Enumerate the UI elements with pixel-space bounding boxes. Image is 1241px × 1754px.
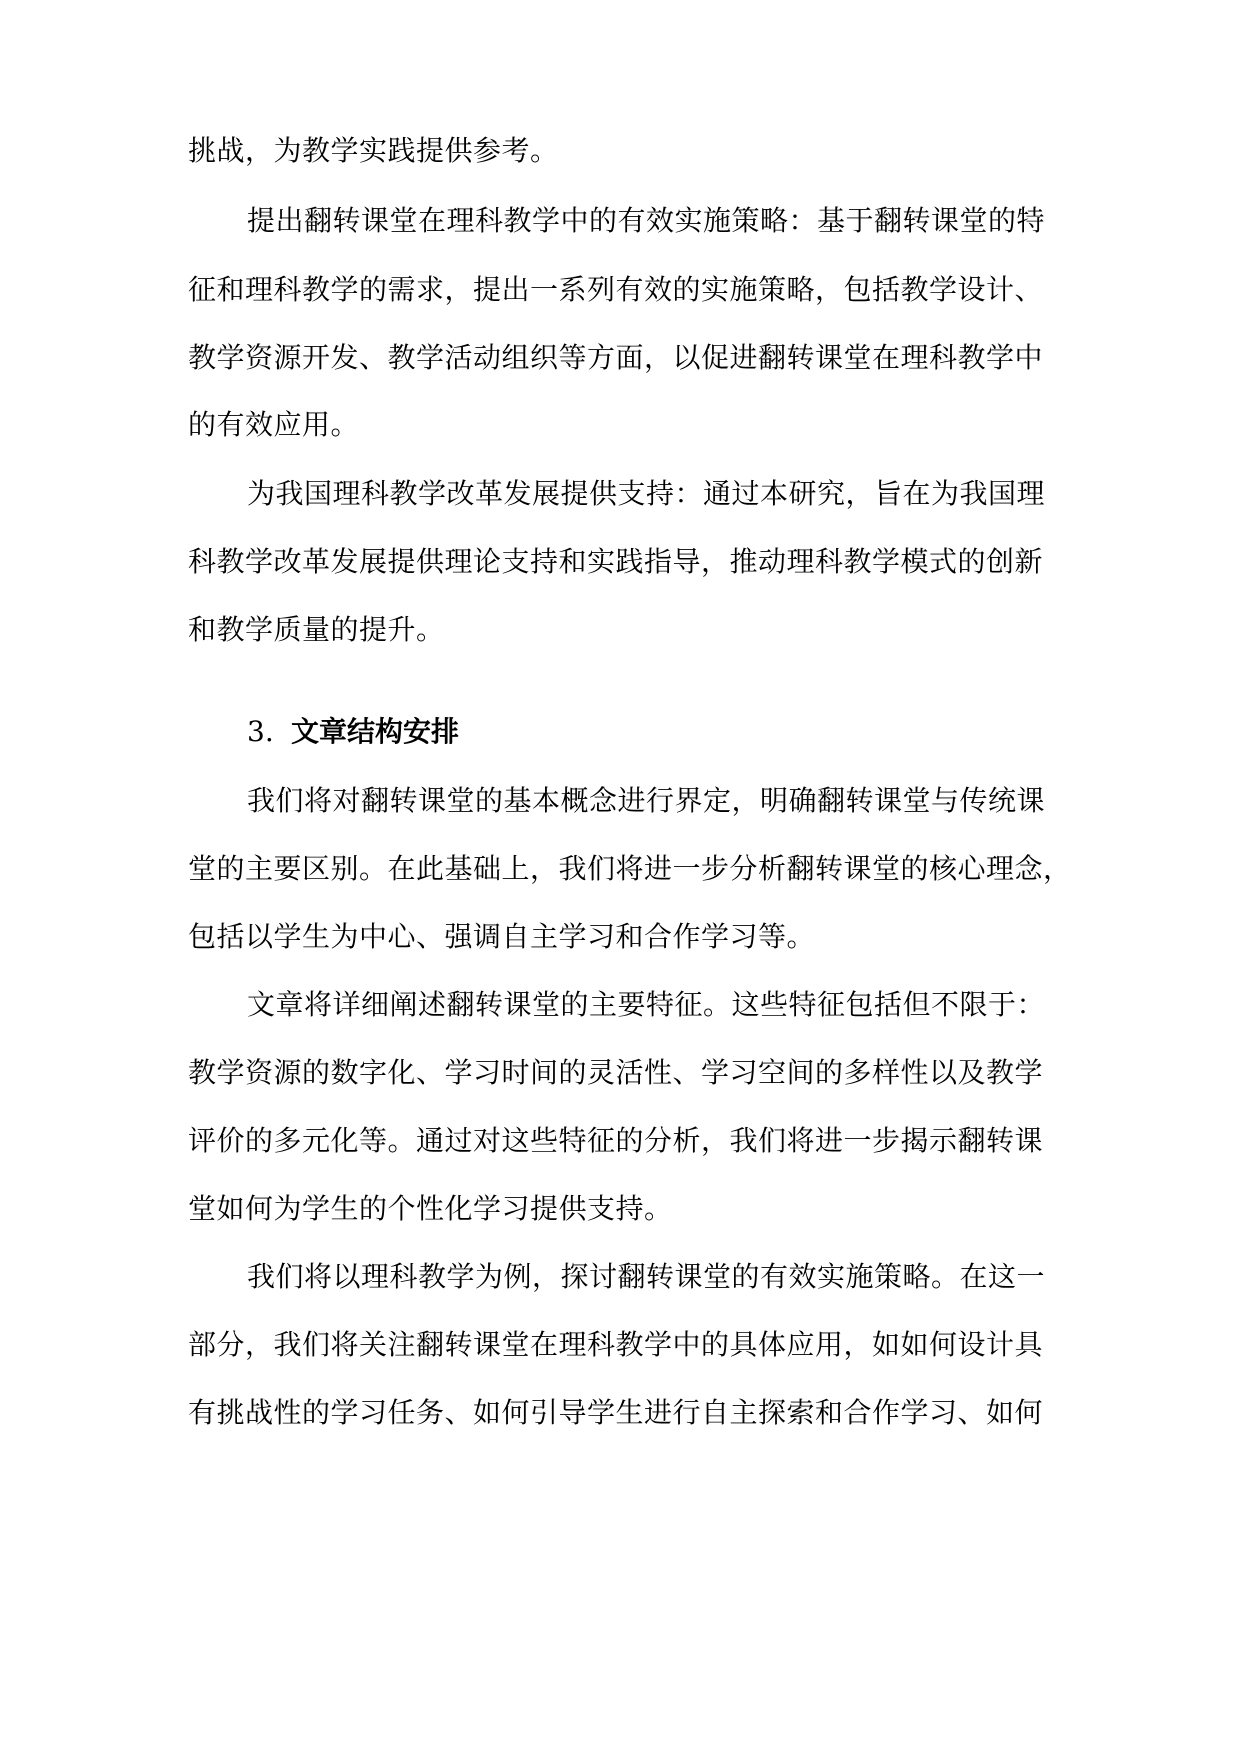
paragraph-4-line-2: 堂的主要区别。在此基础上，我们将进一步分析翻转课堂的核心理念， <box>188 852 1072 885</box>
paragraph-4-line-1: 我们将对翻转课堂的基本概念进行界定，明确翻转课堂与传统课 <box>247 784 1046 817</box>
paragraph-5-line-4: 堂如何为学生的个性化学习提供支持。 <box>188 1192 673 1225</box>
paragraph-2-line-3: 教学资源开发、教学活动组织等方面，以促进翻转课堂在理科教学中 <box>188 341 1044 374</box>
section-heading-title: 文章结构安排 <box>291 715 460 748</box>
paragraph-5-line-1: 文章将详细阐述翻转课堂的主要特征。这些特征包括但不限于： <box>247 988 1046 1021</box>
section-heading <box>247 712 459 752</box>
paragraph-5-line-3: 评价的多元化等。通过对这些特征的分析，我们将进一步揭示翻转课 <box>188 1124 1044 1157</box>
paragraph-3-line-1: 为我国理科教学改革发展提供支持：通过本研究，旨在为我国理 <box>247 477 1046 510</box>
paragraph-6-line-3: 有挑战性的学习任务、如何引导学生进行自主探索和合作学习、如何 <box>188 1396 1044 1429</box>
section-heading-number: 3. <box>247 715 274 748</box>
paragraph-6-line-2: 部分，我们将关注翻转课堂在理科教学中的具体应用，如如何设计具 <box>188 1328 1044 1361</box>
paragraph-3-line-2: 科教学改革发展提供理论支持和实践指导，推动理科教学模式的创新 <box>188 545 1044 578</box>
paragraph-3-line-3: 和教学质量的提升。 <box>188 613 445 646</box>
paragraph-5-line-2: 教学资源的数字化、学习时间的灵活性、学习空间的多样性以及教学 <box>188 1056 1044 1089</box>
paragraph-2-line-2: 征和理科教学的需求，提出一系列有效的实施策略，包括教学设计、 <box>188 273 1044 306</box>
paragraph-2-line-1: 提出翻转课堂在理科教学中的有效实施策略：基于翻转课堂的特 <box>247 204 1046 237</box>
paragraph-4-line-3: 包括以学生为中心、强调自主学习和合作学习等。 <box>188 920 816 953</box>
paragraph-6-line-1: 我们将以理科教学为例，探讨翻转课堂的有效实施策略。在这一 <box>247 1260 1046 1293</box>
paragraph-2-line-4: 的有效应用。 <box>188 408 360 441</box>
paragraph-1-line-1: 挑战，为教学实践提供参考。 <box>188 134 559 167</box>
